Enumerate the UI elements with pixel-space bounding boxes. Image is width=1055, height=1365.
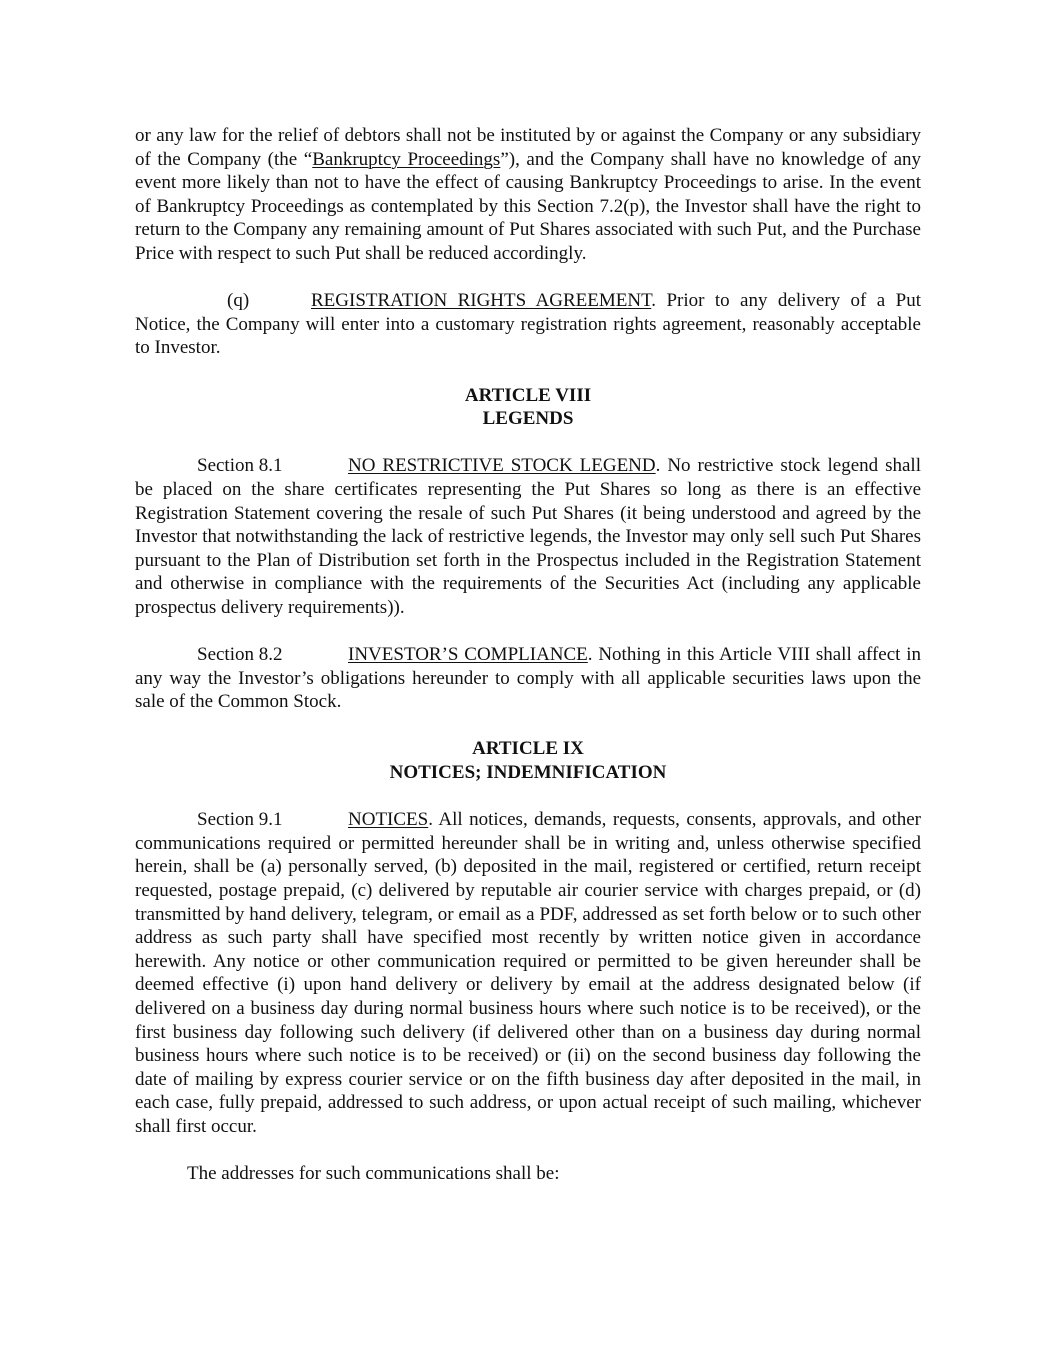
- section-8-1: [135, 454, 921, 619]
- addresses-intro: The addresses for such communications shall be:: [187, 1163, 560, 1185]
- article-number: ARTICLE IX: [472, 738, 584, 760]
- section-number: Section 8.1: [197, 455, 283, 477]
- paragraph-text: . Prior to any delivery of a Put Notice, the Company will enter into a customary registration rights agreement, reasonably acceptable to Investor.: [135, 290, 921, 359]
- section-text: . All notices, demands, requests, consents, approvals, and other communications required or permitted hereunder shall be in writing and, unless otherwise specified herein, shall be (a) personally served, (b) deposited in the mail, registered or certified, return receipt requested, postage prepaid, (c) delivered by reputable air courier service with charges prepaid, or (d) transmitted by hand delivery, telegram, or email as a PDF, addressed as set forth below or to such other address as such party shall have specified most recently by written notice given in accordance herewith. Any notice or other communication required or permitted to be given hereunder shall be deemed effective (i) upon hand delivery or delivery by email at the address designated below (if delivered on a business day during normal business hours where such notice is to be received), or the first business day following such delivery (if delivered other than on a business day during normal business hours where such notice is to be received) or (ii) on the second business day following the date of mailing by express courier service or on the fifth business day after deposited in the mail, in each case, fully prepaid, addressed to such address, or upon actual receipt of such mailing, whichever shall first occur.: [135, 809, 921, 1137]
- section-number: Section 8.2: [197, 644, 283, 666]
- section-title: INVESTOR’S COMPLIANCE: [348, 644, 588, 666]
- article-title: NOTICES; INDEMNIFICATION: [389, 762, 667, 784]
- paragraph-title: REGISTRATION RIGHTS AGREEMENT: [311, 290, 652, 312]
- document-body: [135, 124, 921, 1186]
- section-text: . Nothing in this Article VIII shall affect in any way the Investor’s obligations hereunder to comply with all applicable securities laws upon the sale of the Common Stock.: [135, 644, 921, 713]
- article-heading-8: [135, 384, 921, 431]
- paragraph-number: (q): [227, 290, 250, 312]
- section-9-1: [135, 808, 921, 1138]
- section-8-2: [135, 643, 921, 714]
- paragraph-text: or any law for the relief of debtors shall not be instituted by or against the Company or any subsidiary of the Company (the “: [135, 125, 921, 170]
- article-number: ARTICLE VIII: [464, 384, 592, 406]
- section-title: NO RESTRICTIVE STOCK LEGEND: [348, 455, 656, 477]
- paragraph-q: [135, 289, 921, 360]
- paragraph-text: ”), and the Company shall have no knowledge of any event more likely than not to have the effect of causing Bankruptcy Proceedings to arise. In the event of Bankruptcy Proceedings as contemplated by this Section 7.2(p), the Investor shall have the right to return to the Company any remaining amount of Put Shares associated with such Put, and the Purchase Price with respect to such Put shall be reduced accordingly.: [135, 148, 922, 264]
- article-heading-9: [135, 737, 921, 784]
- defined-term: Bankruptcy Proceedings: [312, 148, 501, 170]
- article-title: LEGENDS: [482, 408, 574, 430]
- section-number: Section 9.1: [197, 809, 283, 831]
- continued-paragraph: [135, 124, 921, 266]
- section-title: NOTICES: [348, 809, 429, 831]
- section-text: . No restrictive stock legend shall be placed on the share certificates representing the Put Shares so long as there is an effective Registration Statement covering the resale of such Put Shares (it being understood and agreed by the Investor that notwithstanding the lack of restrictive legends, the Investor may only sell such Put Shares pursuant to the Plan of Distribution set forth in the Prospectus included in the Registration Statement and otherwise in compliance with the requirements of the Securities Act (including any applicable prospectus delivery requirements)).: [135, 455, 921, 618]
